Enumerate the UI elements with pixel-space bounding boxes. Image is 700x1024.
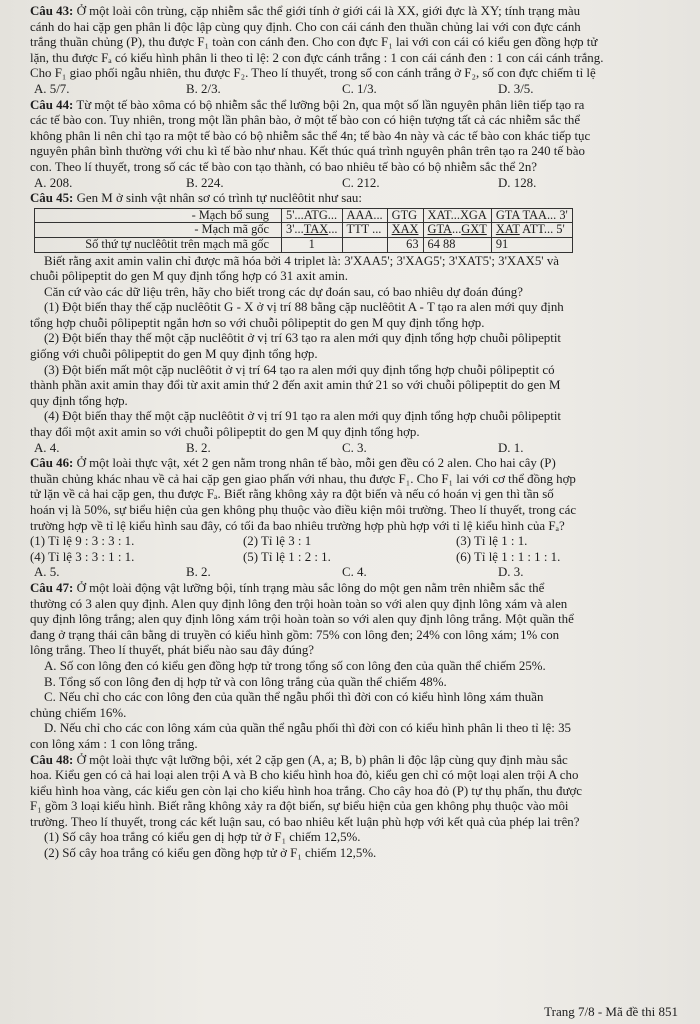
question-text: con. Theo lí thuyết, trong số các tế bào con tạo thành, có bao nhiêu tế bào có bộ nhiễm sắc thể 2n? xyxy=(30,159,537,174)
question-title: Câu 45: xyxy=(30,191,74,206)
table-cell: GTG xyxy=(387,208,423,223)
table-cell: 64 88 xyxy=(423,237,491,252)
question-44 xyxy=(30,98,682,192)
statement-1-cont: tổng hợp chuỗi pôlipeptit ngắn hơn so với chuỗi pôlipeptit do gen M quy định tổng hợp. xyxy=(30,315,485,330)
question-text: cánh do hai cặp gen phân li độc lập cùng quy định. Cho con cái cánh đen thuần chủng lai với con đực cánh xyxy=(30,19,581,34)
question-text: Căn cứ vào các dữ liệu trên, hãy cho biết trong các dự đoán sau, có bao nhiêu dự đoán đúng? xyxy=(44,284,523,299)
option-d[interactable]: D. 3. xyxy=(498,565,524,580)
ratio-cases-row-1 xyxy=(30,534,682,550)
option-d[interactable]: D. 128. xyxy=(498,175,537,190)
question-text: kiểu hình hoa vàng, các kiểu gen còn lại cho kiểu hình hoa trắng. Cho cây hoa đỏ (P) tự thụ phấn, thu được xyxy=(30,783,583,798)
cell-part-underlined: GTA xyxy=(427,222,452,237)
table-row-label: - Mạch mã gốc xyxy=(35,223,282,238)
question-text: hoa. Kiểu gen có cả hai loại alen trội A và B cho kiểu hình hoa đỏ, kiểu gen chỉ có một loại alen trội A cho xyxy=(30,768,579,783)
cell-part-underlined: XAX xyxy=(391,222,419,237)
question-text: Biết rằng axit amin valin chỉ được mã hóa bởi 4 triplet là: 3'XAA5'; 3'XAG5'; 3'XAT5'; 3'XAX5' và xyxy=(44,253,559,268)
cell-part-underlined: XAT xyxy=(495,222,520,237)
option-a[interactable]: A. 5/7. xyxy=(34,81,70,96)
table-row-label: - Mạch bổ sung xyxy=(35,208,282,223)
statement-1: (1) Đột biến thay thế cặp nuclêôtit G - X ở vị trí 88 bằng cặp nuclêôtit A - T tạo ra alen mới quy định xyxy=(44,300,564,315)
table-row xyxy=(35,208,573,223)
option-d-cont: con lông xám : 1 con lông trắng. xyxy=(30,736,198,751)
option-b[interactable]: B. 2. xyxy=(186,565,211,580)
table-row xyxy=(35,237,573,252)
question-47 xyxy=(30,581,682,753)
question-text: Ở một loài côn trùng, cặp nhiễm sắc thể giới tính ở giới cái là XX, giới đực là XY; tính trạng màu xyxy=(76,4,581,18)
option-c[interactable]: C. 1/3. xyxy=(342,81,377,96)
question-title: Câu 46: xyxy=(30,456,74,471)
question-title: Câu 48: xyxy=(30,752,74,767)
table-cell xyxy=(282,223,343,238)
question-title: Câu 47: xyxy=(30,580,74,595)
question-text: lông trắng. Theo lí thuyết, phát biểu nào sau đây đúng? xyxy=(30,643,315,658)
gene-sequence-table xyxy=(34,208,573,253)
ratio-case: (1) Tỉ lệ 9 : 3 : 3 : 1. xyxy=(30,534,135,549)
question-text: các tế bào con. Tuy nhiên, trong một lần phân bào, ở một tế bào con có hiện tượng tất cả các nhiễm sắc thể xyxy=(30,113,581,128)
table-cell xyxy=(387,223,423,238)
table-cell: 5'...ATG... xyxy=(282,208,343,223)
option-a[interactable]: A. 208. xyxy=(34,175,73,190)
question-text: F₁ gồm 3 loại kiểu hình. Biết rằng không xảy ra đột biến, sự biểu hiện của gen không phụ thuộc vào môi xyxy=(30,799,569,814)
question-43 xyxy=(30,4,682,98)
table-cell xyxy=(342,237,387,252)
table-row xyxy=(35,223,573,238)
table-cell xyxy=(423,223,491,238)
answer-options xyxy=(30,441,682,457)
question-title: Câu 43: xyxy=(30,4,74,18)
cell-part: ... xyxy=(328,222,338,237)
question-text: Ở một loài động vật lưỡng bội, tính trạng màu sắc lông do một gen nằm trên nhiễm sắc thể xyxy=(76,580,545,595)
question-46 xyxy=(30,456,682,581)
question-text: Ở một loài thực vật, xét 2 gen nằm trong nhân tế bào, mỗi gen đều có 2 alen. Cho hai cây (P) xyxy=(76,456,556,471)
table-row-label: Số thứ tự nuclêôtit trên mạch mã gốc xyxy=(35,237,282,252)
cell-part: ATT... 5' xyxy=(519,222,565,237)
ratio-case: (5) Tỉ lệ 1 : 2 : 1. xyxy=(243,549,331,564)
question-text: trắng thuần chủng (P), thu được F₁ toàn con cánh đen. Cho con đực F₁ lai với con cái có kiểu gen đồng hợp tử xyxy=(30,35,598,50)
option-b[interactable]: B. 2/3. xyxy=(186,81,221,96)
question-text: hoán vị là 50%, sự biểu hiện của gen không phụ thuộc vào điều kiện môi trường. Theo lí thuyết, trong các xyxy=(30,503,577,517)
question-text: thuần chủng khác nhau về cả hai cặp gen giao phấn với nhau, thu được F₁. Cho F₁ lai với cơ thể đồng hợp xyxy=(30,471,576,486)
cell-part: ... xyxy=(452,222,462,237)
question-text: không phân li nên chỉ tạo ra một tế bào có bộ nhiễm sắc thể 4n; tế bào 4n này và các tế bào con khác tiếp tục xyxy=(30,128,591,143)
option-d[interactable]: D. Nếu chỉ cho các con lông xám của quần thể ngẫu phối thì đời con có kiểu hình phân li theo tỉ lệ: 35 xyxy=(44,721,571,736)
option-c[interactable]: C. 3. xyxy=(342,440,367,455)
option-b[interactable]: B. 2. xyxy=(186,440,211,455)
question-text: Ở một loài thực vật lưỡng bội, xét 2 cặp gen (A, a; B, b) phân li độc lập cùng quy định màu sắc xyxy=(76,752,568,767)
cell-part-underlined: TAX xyxy=(303,222,329,237)
option-c[interactable]: C. 4. xyxy=(342,565,367,580)
question-text: nguyên phân bình thường với chu kì tế bào như nhau. Kết thúc quá trình nguyên phân trên tạo ra 240 tế bào xyxy=(30,144,585,159)
statement-4: (4) Đột biến thay thế một cặp nuclêôtit ở vị trí 91 tạo ra alen mới quy định tổng hợp chuỗi pôlipeptit xyxy=(44,409,561,424)
question-45 xyxy=(30,191,682,456)
cell-part: 3'... xyxy=(286,222,304,237)
page-footer: Trang 7/8 - Mã đề thi 851 xyxy=(544,1004,678,1020)
answer-options xyxy=(30,176,682,192)
question-text: quy định lông trắng; alen quy định lông xám trội hoàn toàn so với alen quy định lông trắng. Một quần thể xyxy=(30,612,574,627)
table-cell: 91 xyxy=(491,237,572,252)
statement-4-cont: thay đổi một axit amin so với chuỗi pôlipeptit do gen M quy định tổng hợp. xyxy=(30,425,420,440)
statement-3-cont: thành phần axit amin thay đổi từ axit amin thứ 2 đến axit amin thứ 21 so với chuỗi pôlipeptit do gen M xyxy=(30,378,561,393)
option-b[interactable]: B. 224. xyxy=(186,175,224,190)
table-cell: TTT ... xyxy=(342,223,387,238)
question-text: Từ một tế bào xôma có bộ nhiễm sắc thể lưỡng bội 2n, qua một số lần nguyên phân liên tiếp tạo ra xyxy=(76,97,585,112)
option-c[interactable]: C. Nếu chỉ cho các con lông đen của quần thể ngẫu phối thì đời con có kiểu hình lông xám thuần xyxy=(44,690,544,705)
question-text: chuỗi pôlipeptit do gen M quy định tổng hợp có 31 axit amin. xyxy=(30,269,348,284)
question-text: lặn, thu được Fₐ có kiểu hình phân li theo tỉ lệ: 2 con đực cánh trắng : 1 con cái cánh đen : 1 con cái cánh trắng. xyxy=(30,50,604,65)
statement-1: (1) Số cây hoa trắng có kiểu gen dị hợp tử ở F₁ chiếm 12,5%. xyxy=(44,830,361,845)
statement-3: (3) Đột biến mất một cặp nuclêôtit ở vị trí 64 tạo ra alen mới quy định tổng hợp chuỗi pôlipeptit có xyxy=(44,362,555,377)
ratio-case: (3) Tỉ lệ 1 : 1. xyxy=(456,534,528,549)
option-d[interactable]: D. 3/5. xyxy=(498,81,534,96)
ratio-case: (4) Tỉ lệ 3 : 3 : 1 : 1. xyxy=(30,549,135,564)
ratio-case: (6) Tỉ lệ 1 : 1 : 1 : 1. xyxy=(456,549,561,564)
cell-part-underlined: GXT xyxy=(461,222,487,237)
statement-2-cont: giống với chuỗi pôlipeptit do gen M quy định tổng hợp. xyxy=(30,347,318,362)
question-text: Gen M ở sinh vật nhân sơ có trình tự nuclêôtit như sau: xyxy=(76,191,362,206)
question-48 xyxy=(30,753,682,862)
table-cell: XAT...XGA xyxy=(423,208,491,223)
ratio-case: (2) Tỉ lệ 3 : 1 xyxy=(243,534,312,549)
question-title: Câu 44: xyxy=(30,97,74,112)
option-c[interactable]: C. 212. xyxy=(342,175,380,190)
option-a[interactable]: A. 5. xyxy=(34,565,60,580)
statement-2: (2) Số cây hoa trắng có kiểu gen đồng hợp tử ở F₁ chiếm 12,5%. xyxy=(44,846,377,861)
answer-options xyxy=(30,565,682,581)
option-d[interactable]: D. 1. xyxy=(498,440,524,455)
table-cell: AAA... xyxy=(342,208,387,223)
ratio-cases-row-2 xyxy=(30,550,682,566)
statement-3-cont: quy định tổng hợp. xyxy=(30,393,128,408)
option-b[interactable]: B. Tổng số con lông đen dị hợp tử và con lông trắng của quần thể chiếm 48%. xyxy=(44,674,447,689)
option-a[interactable]: A. 4. xyxy=(34,440,60,455)
answer-options xyxy=(30,82,682,98)
table-cell: 63 xyxy=(387,237,423,252)
question-text: thường có 3 alen quy định. Alen quy định lông đen trội hoàn toàn so với alen quy định lông xám và alen xyxy=(30,596,568,611)
option-c-cont: chủng chiếm 16%. xyxy=(30,705,127,720)
table-cell xyxy=(491,223,572,238)
question-text: trường. Theo lí thuyết, trong các kết luận sau, có bao nhiêu kết luận phù hợp với kết quả của phép lai trên? xyxy=(30,814,580,829)
table-cell: GTA TAA... 3' xyxy=(491,208,572,223)
question-text: tử lặn về cả hai cặp gen, thu được Fₐ. Biết rằng không xảy ra đột biến và nếu có hoán vị gen thì tần số xyxy=(30,487,554,502)
table-cell: 1 xyxy=(282,237,343,252)
question-text: đang ở trạng thái cân bằng di truyền có kiểu hình gồm: 75% con lông đen; 24% con lông xám; 1% con xyxy=(30,627,560,642)
option-a[interactable]: A. Số con lông đen có kiểu gen đồng hợp tử trong tổng số con lông đen của quần thể chiếm 25%. xyxy=(44,658,546,673)
question-text: Cho F₁ giao phối ngẫu nhiên, thu được F₂. Theo lí thuyết, trong số con cánh trắng ở F₂, số con đực chiếm tỉ lệ xyxy=(30,66,596,81)
statement-2: (2) Đột biến thay thế một cặp nuclêôtit ở vị trí 63 tạo ra alen mới quy định tổng hợp chuỗi pôlipeptit xyxy=(44,331,561,346)
question-text: trường hợp về tỉ lệ kiểu hình sau đây, có tối đa bao nhiêu trường hợp phù hợp với tỉ lệ kiểu hình của Fₐ? xyxy=(30,518,565,533)
